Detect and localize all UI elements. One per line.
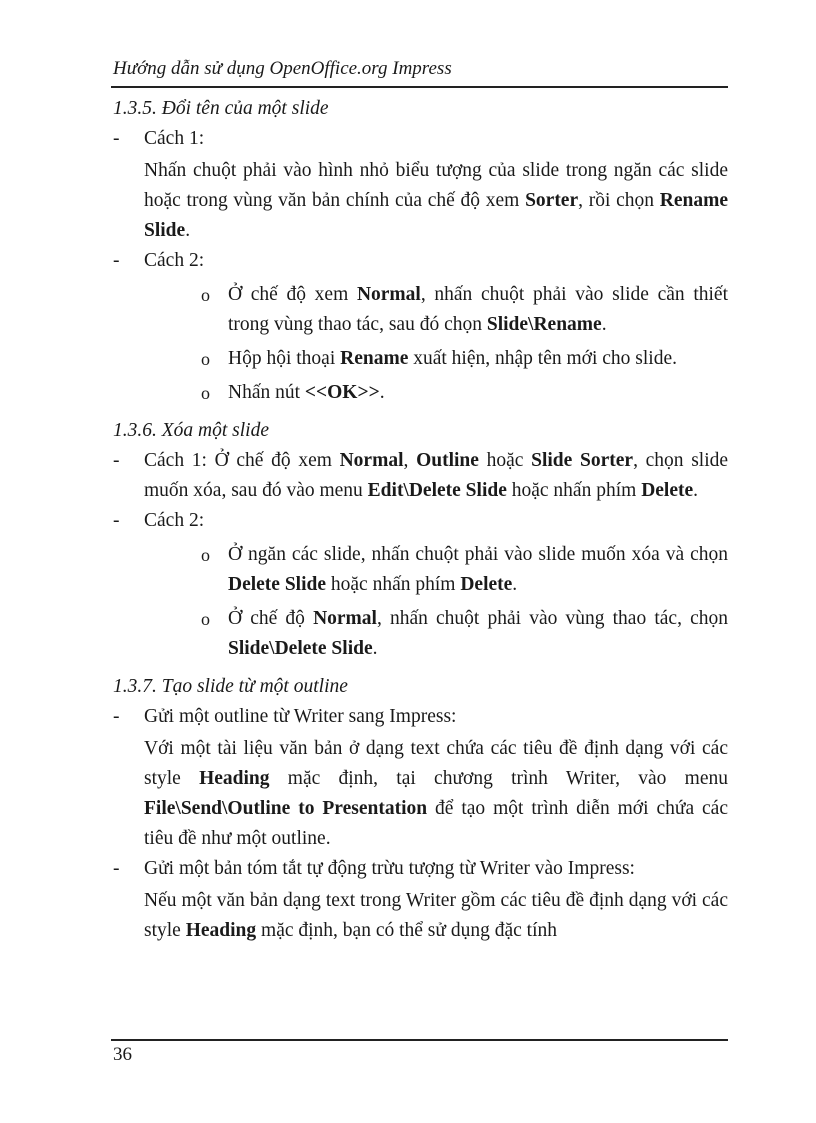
text-run: , (403, 450, 417, 471)
text-run: hoặc nhấn phím (506, 480, 642, 501)
text-run: . (601, 314, 607, 335)
dash-marker: - (113, 128, 120, 149)
text-run: , rồi chọn (578, 190, 660, 211)
bullet-label: Gửi một outline từ Writer sang Impress: (144, 706, 457, 727)
text-run: Ở chế độ xem (228, 284, 357, 305)
sub-item-slide-pane-delete (113, 540, 728, 600)
bold-term: Delete (641, 480, 694, 501)
bullet-label: Cách 2: (144, 510, 205, 531)
paragraph-rename-way-1 (113, 156, 728, 246)
footer-rule (111, 1039, 728, 1041)
bold-term: Heading (185, 920, 257, 941)
circle-marker: o (201, 349, 210, 369)
bullet-label: Cách 2: (144, 250, 205, 271)
text-run: Cách 1: Ở chế độ xem (144, 450, 340, 471)
text-run: Hộp hội thoại (228, 348, 341, 369)
text-run: , nhấn chuột phải vào vùng thao tác, chọn (376, 608, 728, 629)
header-rule (111, 86, 728, 88)
bold-term: Slide\Rename (486, 314, 602, 335)
bold-term: Slide\Delete Slide (228, 638, 373, 659)
dash-marker: - (113, 858, 120, 879)
bold-term: Edit\Delete Slide (367, 480, 507, 501)
text-run: xuất hiện, nhập tên mới cho slide. (408, 348, 677, 369)
section-heading-1-3-5: 1.3.5. Đổi tên của một slide (113, 98, 329, 119)
circle-marker: o (201, 545, 210, 565)
paragraph-send-autoabstract (113, 886, 728, 946)
text-run: Với một tài liệu văn bản ở dạng text chứa các tiêu đề định dạng với các style (144, 738, 728, 789)
bullet-way-2 (113, 246, 728, 276)
sub-item-normal-delete (113, 604, 728, 664)
text-run: hoặc nhấn phím (326, 574, 461, 595)
text-run: Nhấn chuột phải vào hình nhỏ biểu tượng của slide trong ngăn các slide hoặc trong vùng văn bản chính của chế độ xem (144, 160, 728, 211)
text-run: Nếu một văn bản dạng text trong Writer gồm các tiêu đề định dạng với các style (144, 890, 728, 941)
bold-term: Rename Slide (144, 190, 728, 241)
bullet-send-outline (113, 702, 728, 732)
dash-marker: - (113, 250, 120, 271)
bold-term: Slide Sorter (531, 450, 634, 471)
section-heading-1-3-6: 1.3.6. Xóa một slide (113, 420, 269, 441)
text-run: mặc định, bạn có thể sử dụng đặc tính (256, 920, 557, 941)
bullet-delete-way-2 (113, 506, 728, 536)
text-run: . (372, 638, 378, 659)
text-run: Ở ngăn các slide, nhấn chuột phải vào slide muốn xóa và chọn (228, 544, 728, 565)
sub-item-normal-rename (113, 280, 728, 340)
text-run: Nhấn nút (228, 382, 305, 403)
running-header: Hướng dẫn sử dụng OpenOffice.org Impress (113, 58, 452, 79)
paragraph-send-outline (113, 734, 728, 854)
bold-term: Sorter (525, 190, 579, 211)
dash-marker: - (113, 706, 120, 727)
sub-item-ok (113, 378, 728, 408)
bold-term: File\Send\Outline to Presentation (144, 798, 428, 819)
bullet-way-1 (113, 124, 728, 154)
bullet-label: Cách 1: (144, 128, 205, 149)
text-run: , chọn slide muốn xóa, sau đó vào menu (144, 450, 729, 501)
sub-item-rename-dialog (113, 344, 728, 374)
bold-term: Delete Slide (228, 574, 327, 595)
bold-term: <<OK>> (304, 382, 380, 403)
text-run: . (693, 480, 699, 501)
bold-term: Outline (416, 450, 479, 471)
text-run: mặc định, tại chương trình Writer, vào menu (269, 768, 728, 789)
circle-marker: o (201, 609, 210, 629)
text-run: hoặc (478, 450, 532, 471)
section-heading-1-3-7: 1.3.7. Tạo slide từ một outline (113, 676, 348, 697)
page-number: 36 (113, 1044, 132, 1065)
bold-term: Heading (199, 768, 270, 789)
text-run: để tạo một trình diễn mới chứa các tiêu đề như một outline. (144, 798, 728, 849)
bullet-send-autoabstract (113, 854, 728, 884)
bold-term: Delete (460, 574, 513, 595)
dash-marker: - (113, 450, 120, 471)
bullet-label: Gửi một bản tóm tắt tự động trừu tượng từ Writer vào Impress: (144, 858, 635, 879)
page-content (113, 94, 728, 946)
bullet-delete-way-1 (113, 446, 728, 506)
circle-marker: o (201, 383, 210, 403)
text-run: . (379, 382, 385, 403)
dash-marker: - (113, 510, 120, 531)
text-run: Ở chế độ (228, 608, 314, 629)
bold-term: Normal (356, 284, 421, 305)
bold-term: Normal (313, 608, 377, 629)
bold-term: Normal (339, 450, 404, 471)
bold-term: Rename (340, 348, 409, 369)
text-run: , nhấn chuột phải vào slide cần thiết trong vùng thao tác, sau đó chọn (228, 284, 728, 335)
text-run: . (512, 574, 518, 595)
text-run: . (185, 220, 191, 241)
circle-marker: o (201, 285, 210, 305)
